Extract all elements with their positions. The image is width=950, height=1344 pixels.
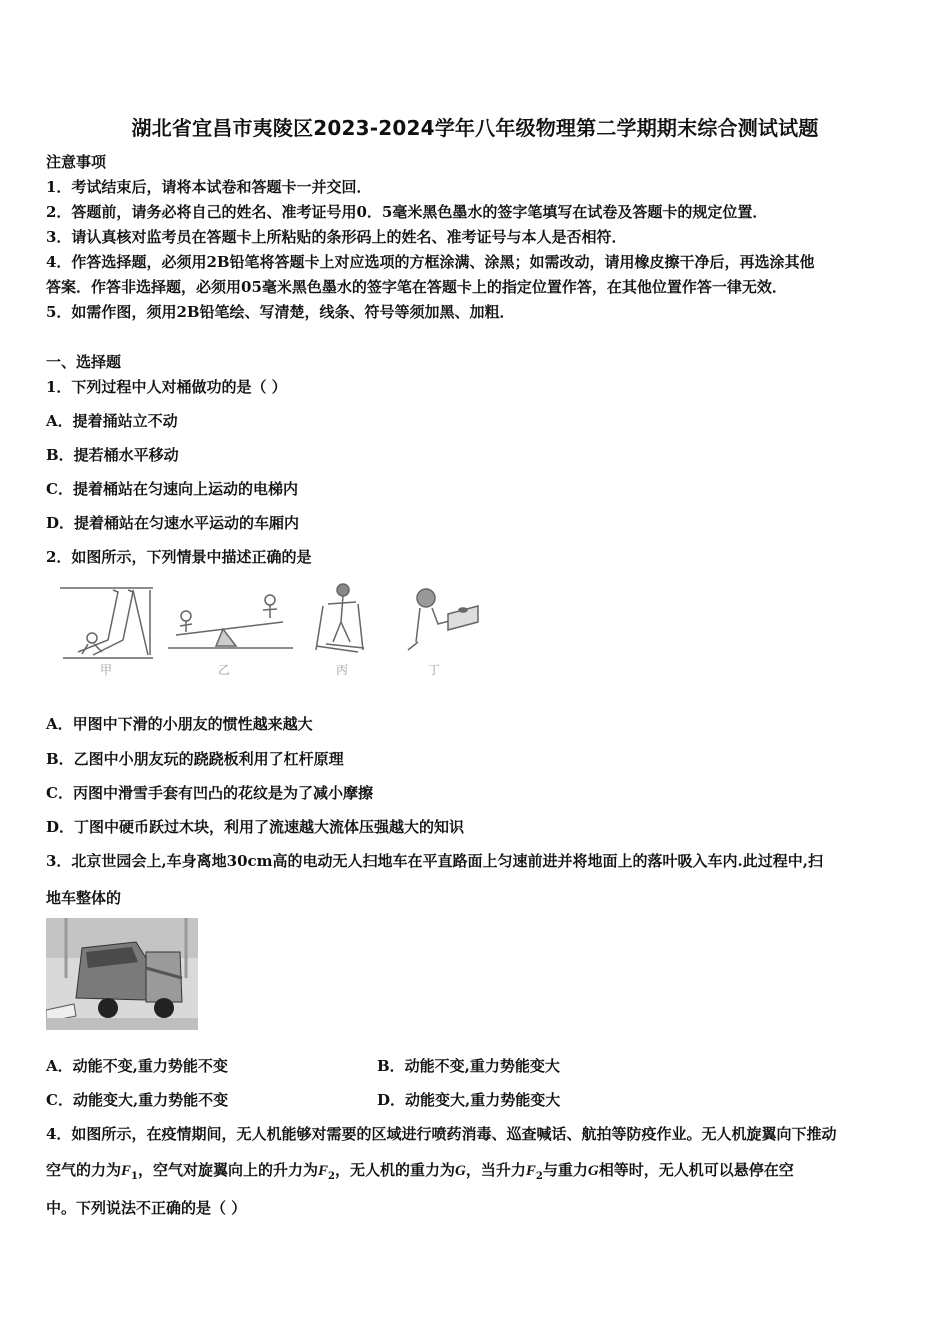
question-2-option-a: A．甲图中下滑的小朋友的惯性越来越大 (46, 715, 313, 733)
question-1-option-a: A．提着捅站立不动 (46, 412, 178, 430)
skier-illustration (316, 584, 364, 652)
q4-text: ，空气对旋翼向上的升力为 (138, 1161, 319, 1179)
question-2-option-d: D．丁图中硬币跃过木块，利用了流速越大流体压强越大的知识 (46, 818, 465, 836)
force-f2-subscript: 2 (328, 1171, 335, 1182)
q4-text: ，无人机的重力为 (335, 1161, 456, 1179)
notice-item: 3．请认真核对监考员在答题卡上所粘贴的条形码上的姓名、准考证号与本人是否相符． (46, 228, 627, 246)
figure-label-bing: 丙 (336, 663, 349, 677)
sweeper-vehicle-photo (46, 918, 198, 1030)
question-1-option-b: B．提若桶水平移动 (46, 446, 179, 464)
force-f2-subscript: 2 (535, 1171, 543, 1182)
figure-label-yi: 乙 (218, 663, 231, 677)
notice-item: 2．答题前，请务必将自己的姓名、准考证号用0．5毫米黑色墨水的签字笔填写在试卷及答题卡的规定位置． (46, 203, 768, 221)
notice-item: 答案．作答非选择题，必须用05毫米黑色墨水的签字笔在答题卡上的指定位置作答，在其他位置作答一律无效． (46, 278, 787, 296)
coin-experiment-illustration (408, 589, 478, 650)
force-f2-symbol: F (318, 1163, 329, 1179)
question-2-option-b: B．乙图中小朋友玩的跷跷板利用了杠杆原理 (46, 750, 344, 768)
question-4-stem: 4．如图所示，在疫情期间，无人机能够对需要的区域进行喷药消毒、巡查喊话、航拍等防疫作业。无人机旋翼向下推动 (46, 1125, 837, 1143)
question-3-option-c: C．动能变大,重力势能不变 (46, 1091, 229, 1109)
seesaw-illustration (168, 595, 293, 648)
figure-label-jia: 甲 (100, 663, 113, 677)
q4-text: 空气的力为 (46, 1161, 122, 1179)
question-2-option-c: C．丙图中滑雪手套有凹凸的花纹是为了减小摩擦 (46, 784, 373, 802)
gravity-g-symbol: G (455, 1163, 466, 1179)
notice-item: 1．考试结束后，请将本试卷和答题卡一并交回． (46, 178, 372, 196)
notice-item: 4．作答选择题，必须用2B铅笔将答题卡上对应选项的方框涂满、涂黑；如需改动，请用橡皮擦干净后，再选涂其他 (46, 253, 815, 271)
force-f1-subscript: 1 (131, 1171, 138, 1182)
question-2-figure (58, 580, 483, 680)
force-f2-symbol: F (525, 1163, 536, 1179)
force-f1-symbol: F (121, 1163, 132, 1179)
question-3-option-d: D．动能变大,重力势能变大 (377, 1091, 561, 1109)
page-title: 湖北省宜昌市夷陵区2023-2024学年八年级物理第二学期期末综合测试试题 (131, 116, 819, 140)
question-3-option-a: A．动能不变,重力势能不变 (46, 1057, 228, 1075)
q4-text: 相等时，无人机可以悬停在空 (598, 1161, 794, 1179)
figure-label-ding: 丁 (428, 663, 441, 677)
question-4-stem-continued (46, 1160, 794, 1187)
question-1-option-d: D．提着桶站在匀速水平运动的车厢内 (46, 514, 300, 532)
question-2-stem: 2．如图所示，下列情景中描述正确的是 (46, 548, 312, 566)
q4-text: ，当升力 (465, 1161, 526, 1179)
question-3-stem-continued: 地车整体的 (46, 889, 122, 907)
gravity-g-symbol: G (587, 1163, 599, 1179)
slide-illustration (60, 588, 153, 658)
question-1-option-c: C．提着桶站在匀速向上运动的电梯内 (46, 480, 298, 498)
question-3-stem: 3．北京世园会上,车身离地30cm高的电动无人扫地车在平直路面上匀速前进并将地面上的落叶吸入车内.此过程中,扫 (46, 852, 823, 870)
question-4-stem-end: 中。下列说法不正确的是（ ） (46, 1199, 247, 1217)
notice-item: 5．如需作图，须用2B铅笔绘、写清楚，线条、符号等须加黑、加粗． (46, 303, 515, 321)
section-heading: 一、选择题 (46, 353, 122, 371)
question-3-option-b: B．动能不变,重力势能变大 (377, 1057, 560, 1075)
q4-text: 与重力 (542, 1161, 588, 1179)
notice-heading: 注意事项 (46, 153, 107, 171)
question-1-stem: 1．下列过程中人对桶做功的是（ ） (46, 378, 287, 396)
